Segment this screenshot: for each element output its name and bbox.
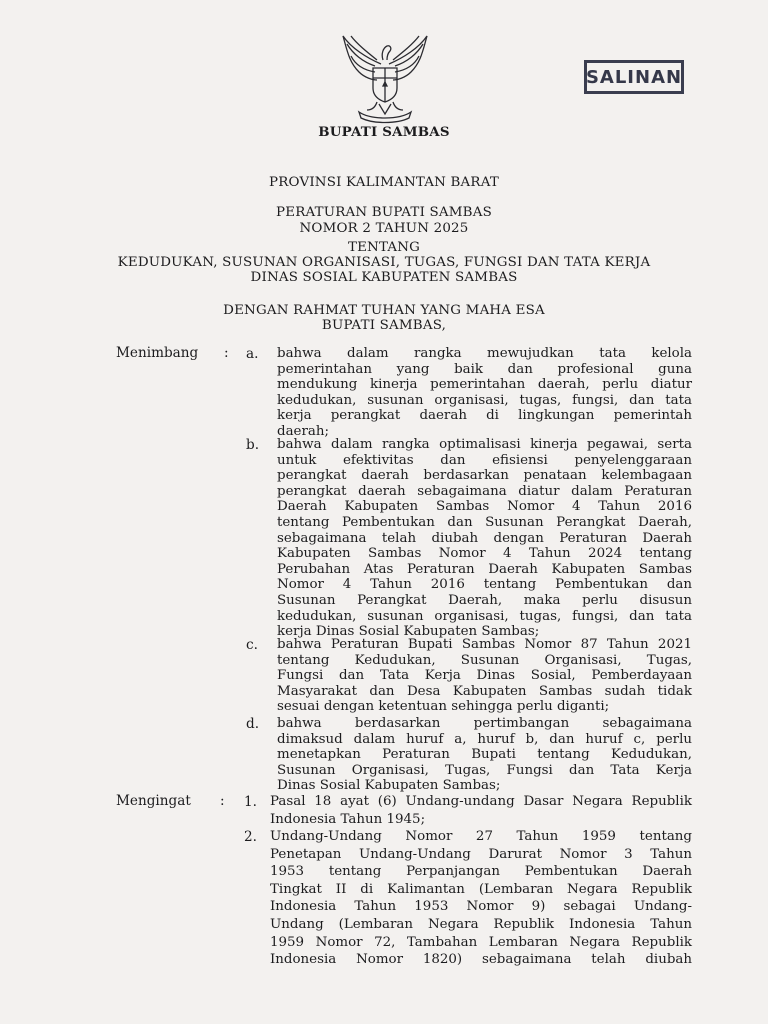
menimbang-label: Menimbang — [116, 345, 199, 361]
mengingat-item-line: Pasal 18 ayat (6) Undang-undang Dasar Negara Republik — [270, 794, 692, 809]
mengingat-item-line: Penetapan Undang-Undang Darurat Nomor 3 Tahun — [270, 846, 692, 862]
mengingat-item-line: Undang (Lembaran Negara Republik Indonesia Tahun — [270, 917, 692, 932]
menimbang-item-line: tentang Pembentukan dan Susunan Perangkat Daerah, — [277, 515, 692, 530]
menimbang-item-line: kedudukan, susunan organisasi, tugas, fungsi, dan tata — [277, 392, 692, 408]
menimbang-item-line: sesuai dengan ketentuan sehingga perlu diganti; — [277, 699, 610, 715]
menimbang-item-line: tentang Kedudukan, Susunan Organisasi, Tugas, — [277, 652, 692, 668]
mengingat-item-line: Indonesia Tahun 1953 Nomor 9) sebagai Undang- — [270, 899, 692, 915]
bupati-line: BUPATI SAMBAS, — [321, 318, 447, 333]
menimbang-item-line: kerja Dinas Sosial Kabupaten Sambas; — [277, 624, 540, 640]
mengingat-item-line: Tingkat II di Kalimantan (Lembaran Negara Republik — [270, 881, 692, 897]
menimbang-item-marker: d. — [246, 716, 260, 732]
province-line: PROVINSI KALIMANTAN BARAT — [269, 175, 499, 190]
menimbang-item-line: Nomor 4 Tahun 2016 tentang Pembentukan dan — [277, 577, 692, 593]
mengingat-item-marker: 1. — [244, 794, 257, 810]
subject-line-1: KEDUDUKAN, SUSUNAN ORGANISASI, TUGAS, FUNGSI DAN TATA KERJA — [117, 255, 651, 270]
mengingat-colon: : — [220, 793, 225, 809]
menimbang-item-line: Susunan Perangkat Daerah, maka perlu disusun — [277, 593, 692, 608]
regulation-number: NOMOR 2 TAHUN 2025 — [299, 221, 469, 236]
menimbang-item-line: Masyarakat dan Desa Kabupaten Sambas sudah tidak — [277, 683, 692, 699]
menimbang-item-line: Perubahan Atas Peraturan Daerah Kabupaten Sambas — [277, 561, 692, 577]
menimbang-item-line: bahwa Peraturan Bupati Sambas Nomor 87 Tahun 2021 — [277, 637, 692, 652]
menimbang-item-line: Kabupaten Sambas Nomor 4 Tahun 2024 tentang — [277, 546, 692, 562]
menimbang-item-line: bahwa berdasarkan pertimbangan sebagaimana — [277, 716, 692, 731]
menimbang-item-line: kerja perangkat daerah di lingkungan pemerintah — [277, 408, 692, 424]
menimbang-colon: : — [224, 345, 229, 361]
mengingat-label: Mengingat — [116, 793, 191, 809]
menimbang-item-line: sebagaimana telah diubah dengan Peraturan Daerah — [277, 530, 692, 546]
mengingat-item-marker: 2. — [244, 829, 257, 845]
menimbang-item-line: perangkat daerah berdasarkan penataan kelembagaan — [277, 468, 692, 484]
menimbang-item-line: menetapkan Peraturan Bupati tentang Kedudukan, — [277, 747, 692, 763]
menimbang-item-line: Fungsi dan Tata Kerja Dinas Sosial, Pemberdayaan — [277, 668, 692, 684]
menimbang-item-line: Susunan Organisasi, Tugas, Fungsi dan Tata Kerja — [277, 762, 692, 778]
mengingat-item-line: Indonesia Nomor 1820) sebagaimana telah diubah — [270, 952, 692, 968]
mengingat-item-line: Undang-Undang Nomor 27 Tahun 1959 tentang — [270, 829, 692, 844]
menimbang-item-line: mendukung kinerja pemerintahan daerah, perlu diatur — [277, 377, 692, 393]
menimbang-item-marker: b. — [246, 437, 260, 453]
menimbang-item-line: bahwa dalam rangka optimalisasi kinerja pegawai, serta — [277, 437, 692, 452]
menimbang-item-line: perangkat daerah sebagaimana diatur dalam Peraturan — [277, 483, 692, 499]
menimbang-item-marker: c. — [246, 637, 258, 653]
mengingat-item-line: 1953 tentang Perpanjangan Pembentukan Daerah — [270, 864, 692, 880]
mengingat-item-line: Indonesia Tahun 1945; — [270, 811, 426, 827]
menimbang-item-line: pemerintahan yang baik dan profesional guna — [277, 361, 692, 377]
garuda-emblem-icon — [337, 30, 433, 124]
salinan-stamp: SALINAN — [584, 60, 684, 94]
menimbang-item-line: dimaksud dalam huruf a, huruf b, dan huruf c, perlu — [277, 731, 692, 747]
regulation-title: PERATURAN BUPATI SAMBAS — [276, 205, 492, 220]
menimbang-item-line: daerah; — [277, 424, 329, 439]
bupati-title: BUPATI SAMBAS — [318, 124, 450, 140]
about-line: TENTANG — [347, 240, 421, 255]
mengingat-item-line: 1959 Nomor 72, Tambahan Lembaran Negara Republik — [270, 934, 692, 950]
menimbang-item-line: Dinas Sosial Kabupaten Sambas; — [277, 778, 501, 794]
menimbang-item-marker: a. — [246, 346, 259, 362]
menimbang-item-line: untuk efektivitas dan efisiensi penyelenggaraan — [277, 452, 692, 468]
menimbang-item-line: bahwa dalam rangka mewujudkan tata kelola — [277, 346, 692, 361]
menimbang-item-line: Daerah Kabupaten Sambas Nomor 4 Tahun 2016 — [277, 499, 692, 515]
menimbang-item-line: kedudukan, susunan organisasi, tugas, fungsi, dan tata — [277, 608, 692, 624]
subject-line-2: DINAS SOSIAL KABUPATEN SAMBAS — [250, 270, 518, 285]
grace-line: DENGAN RAHMAT TUHAN YANG MAHA ESA — [223, 303, 545, 318]
